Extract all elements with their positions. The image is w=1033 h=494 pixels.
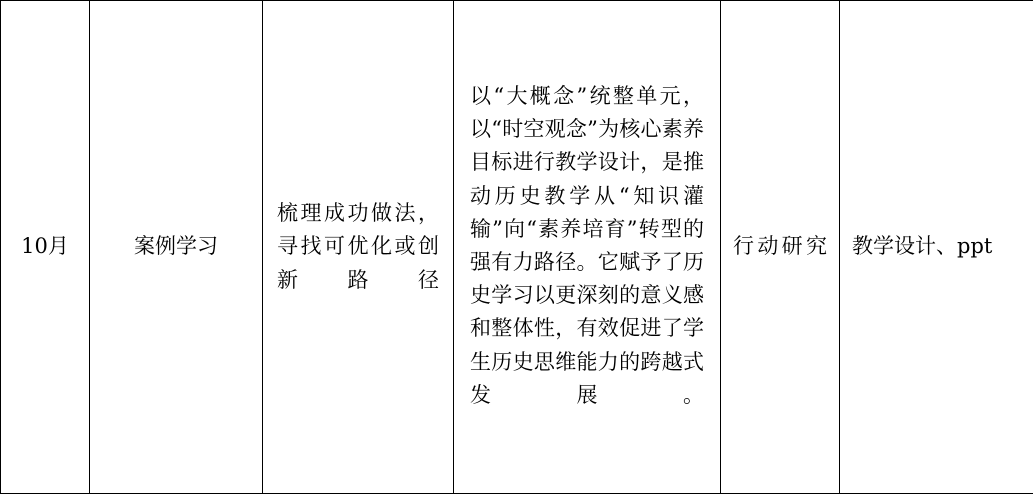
cell-output <box>840 1 1033 494</box>
form-text: 行动研究 <box>733 234 827 259</box>
method-text: 梳理成功做法，寻找可优化或创新路径 <box>277 201 439 292</box>
output-text: 教学设计、ppt <box>852 234 993 259</box>
cell-theme <box>90 1 263 494</box>
month-text: 10月 <box>21 234 69 259</box>
cell-form <box>721 1 840 494</box>
content-text: 以“大概念”统整单元，以“时空观念”为核心素养目标进行教学设计，是推动历史教学从“知识灌输”向“素养培育”转型的强有力路径。它赋予了历史学习以更深刻的意义感和整体性，有效促进了学生历史思维能力的跨越式发展。 <box>470 84 704 407</box>
cell-month <box>1 1 90 494</box>
table-row <box>1 1 1033 494</box>
theme-text: 案例学习 <box>134 234 218 259</box>
cell-content <box>454 1 721 494</box>
cell-method <box>263 1 454 494</box>
